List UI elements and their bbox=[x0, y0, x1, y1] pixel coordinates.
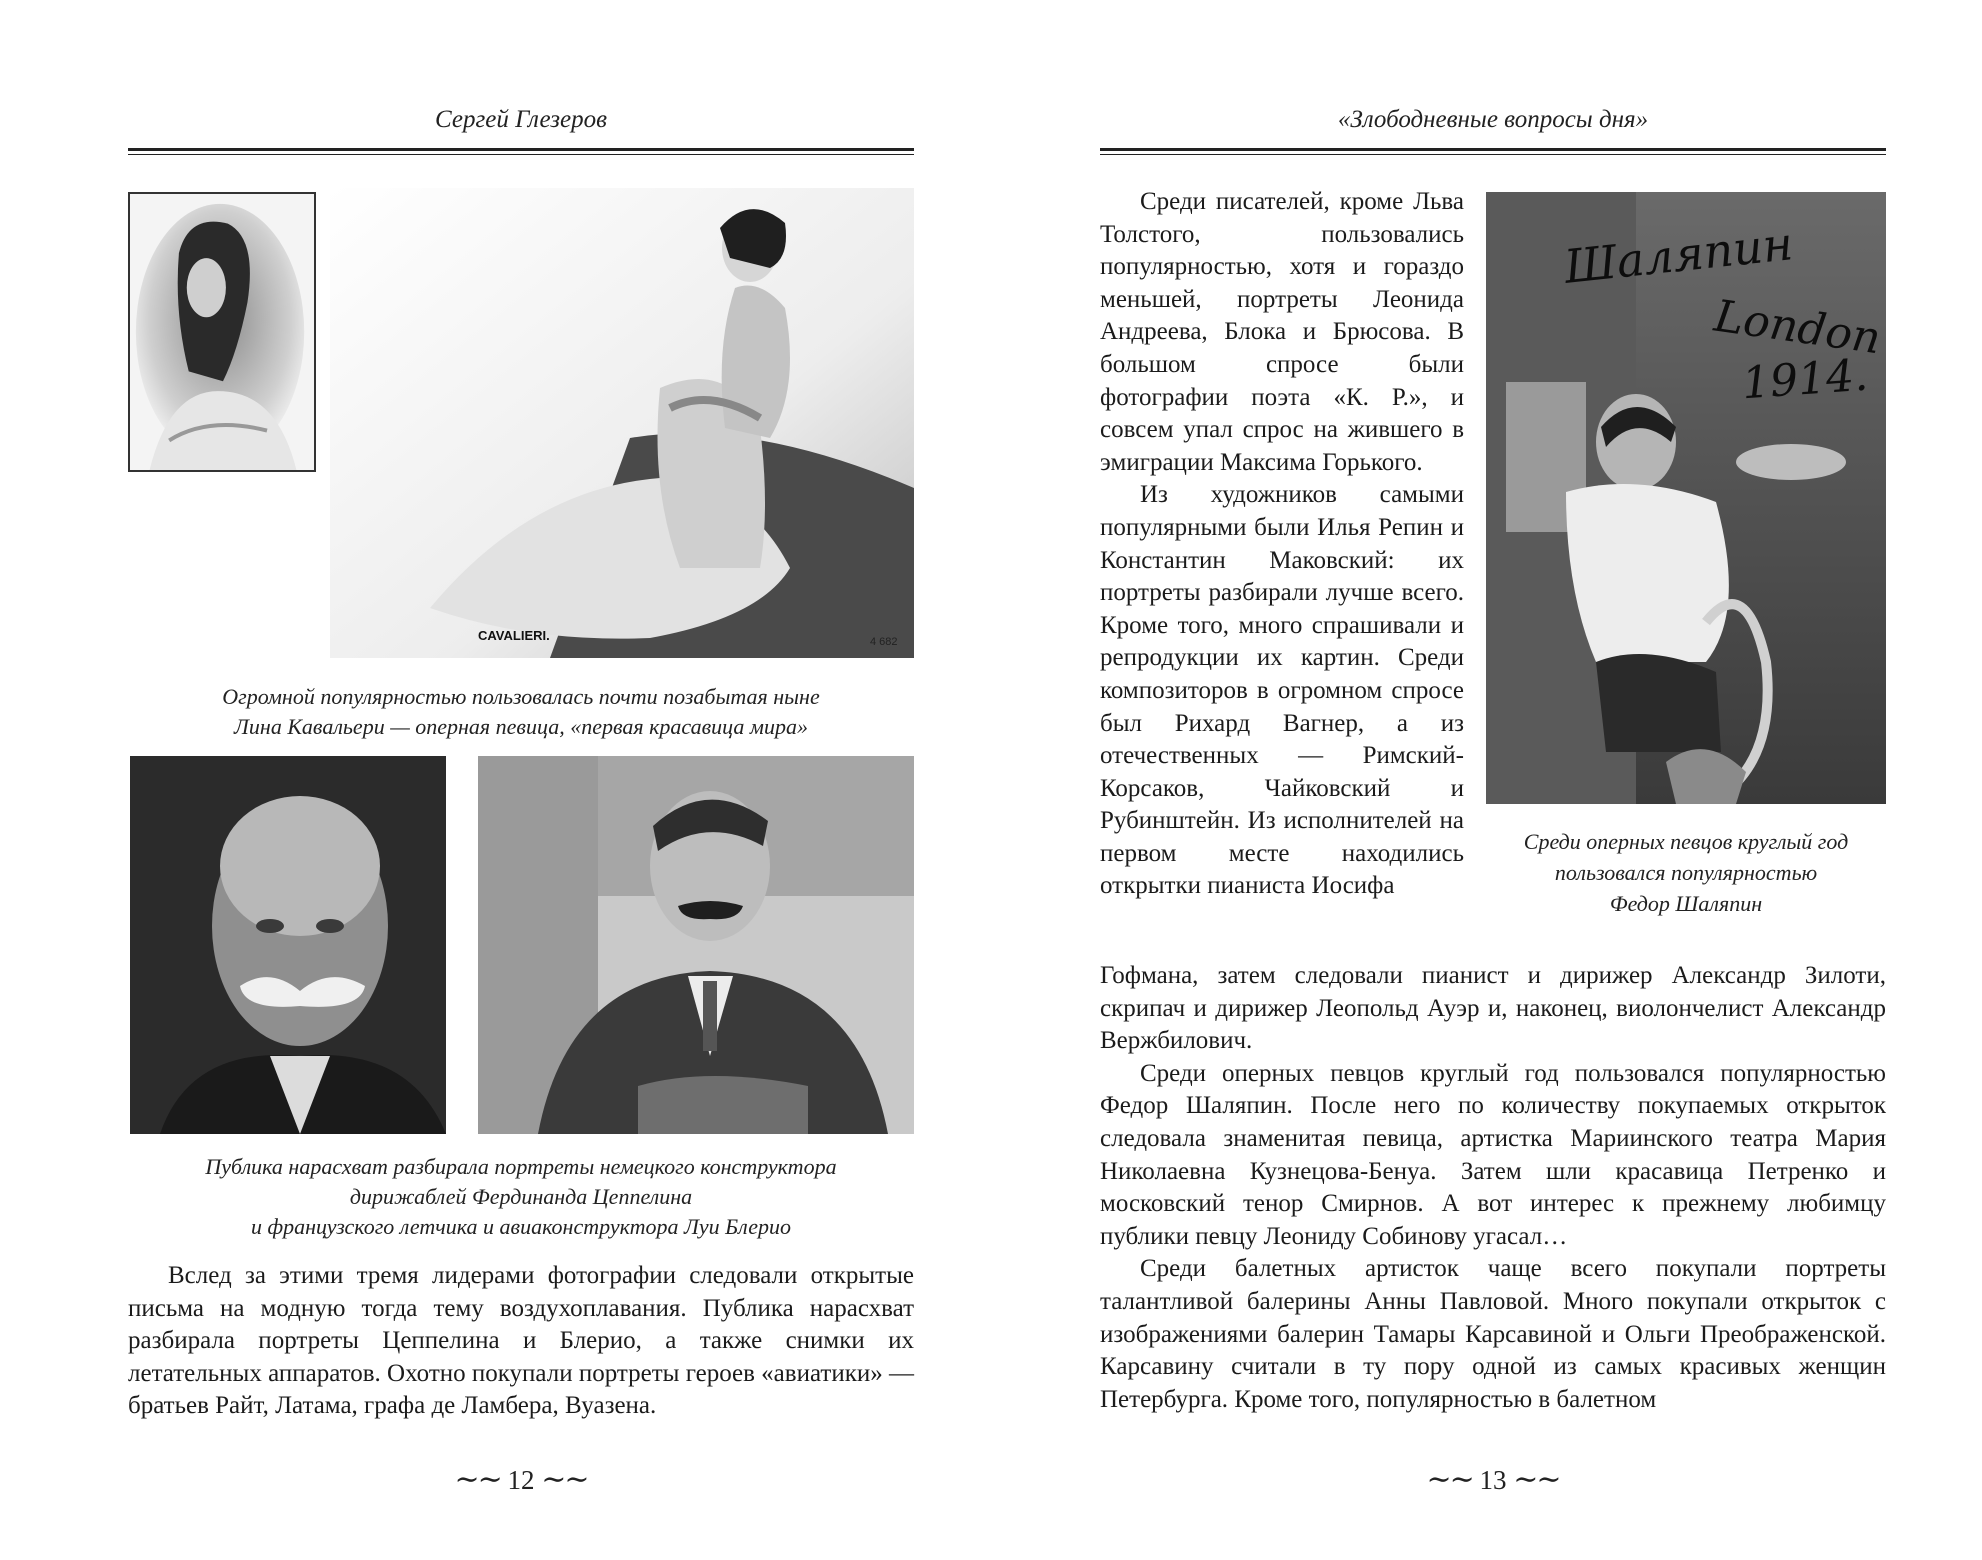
caption-line: пользовался популярностью bbox=[1554, 860, 1818, 885]
caption-line: Огромной популярностью пользовалась почти позабытая ныне bbox=[222, 684, 820, 709]
caption-line: дирижаблей Фердинанда Цеппелина bbox=[349, 1184, 693, 1209]
header-rule bbox=[128, 148, 914, 155]
folio-ornament-right-2: ∼ bbox=[564, 1463, 588, 1496]
photo-inscription-place: London bbox=[1711, 290, 1884, 365]
photo-plate-number: 4 682 bbox=[870, 636, 898, 648]
page-number bbox=[128, 1462, 914, 1497]
paragraph-artists: Из художников самыми популярными были Илья Репин и Константин Маковский: их портреты разбирали лучше всего. Кроме того, много спрашивали и репродукции их картин. Среди композиторов в огромном спросе был Рихард Вагнер, а из отечественных — Римский-Корсаков, Чайковский и Рубинштейн. Из исполнителей на первом месте находились открытки пианиста Иосифа bbox=[1100, 481, 1464, 900]
photo-zeppelin bbox=[130, 756, 446, 1134]
page-number-value: 12 bbox=[507, 1465, 535, 1495]
folio-ornament-right: ∼ bbox=[1513, 1463, 1537, 1496]
body-paragraph bbox=[128, 1260, 914, 1423]
header-rule bbox=[1100, 148, 1886, 155]
folio-ornament-left-2: ∼ bbox=[477, 1463, 501, 1496]
caption-cavalieri bbox=[128, 682, 914, 742]
photo-inscription-name: Шаляпин bbox=[1561, 216, 1796, 294]
photo-signature: CAVALIERI. bbox=[478, 628, 550, 643]
caption-line: Публика нарасхват разбирала портреты немецкого конструктора bbox=[205, 1154, 837, 1179]
paragraph-pianists: Гофмана, затем следовали пианист и дирижер Александр Зилоти, скрипач и дирижер Леопольд Ауэр и, наконец, виолончелист Александр Вержбилович. bbox=[1100, 962, 1886, 1055]
running-head-author: Сергей Глезеров bbox=[435, 106, 607, 133]
photo-chaliapin bbox=[1486, 192, 1886, 804]
caption-line: и французского летчика и авиаконструктора Луи Блерио bbox=[250, 1214, 792, 1239]
caption-line: Лина Кавальери — оперная певица, «первая красавица мира» bbox=[234, 714, 808, 739]
full-width-text bbox=[1100, 960, 1886, 1416]
photo-cavalieri-seated bbox=[330, 188, 914, 658]
paragraph-aviation: Вслед за этими тремя лидерами фотографии следовали открытые письма на модную тогда тему воздухоплавания. Публика нарасхват разбирала портреты Цеппелина и Блерио, а также снимки их летательных аппаратов. Охотно покупали портреты героев «авиатики» — братьев Райт, Латама, графа де Ламбера, Вуазена. bbox=[128, 1262, 914, 1420]
caption-zeppelin-bleriot bbox=[128, 1152, 914, 1242]
caption-chaliapin bbox=[1486, 826, 1886, 919]
right-page bbox=[991, 0, 1982, 1560]
photo-inscription-year: 1914. bbox=[1740, 349, 1870, 410]
folio-ornament-right-2: ∼ bbox=[1536, 1463, 1560, 1496]
photo-bleriot bbox=[478, 756, 914, 1134]
folio-ornament-left: ∼ bbox=[1426, 1463, 1450, 1496]
page-number bbox=[1100, 1462, 1886, 1497]
folio-ornament-right: ∼ bbox=[541, 1463, 565, 1496]
page-number-value: 13 bbox=[1479, 1465, 1507, 1495]
paragraph-ballet: Среди балетных артисток чаще всего покупали портреты талантливой балерины Анны Павловой. Много покупали открыток с изображениями балерин Тамары Карсавиной и Ольги Преображенской. Карсавину считали в ту пору одной из самых красивых женщин Петербурга. Кроме того, популярностью в балетном bbox=[1100, 1255, 1886, 1413]
paragraph-singers: Среди оперных певцов круглый год пользовался популярностью Федор Шаляпин. После него по количеству покупаемых открыток следовала знаменитая певица, артистка Мариинского театра Мария Николаевна Кузнецова-Бенуа. Затем шли красавица Петренко и московский тенор Смирнов. А вот интерес к прежнему любимцу публики певцу Леониду Собинову угасал… bbox=[1100, 1059, 1886, 1250]
caption-line: Федор Шаляпин bbox=[1609, 891, 1763, 916]
paragraph-writers: Среди писателей, кроме Льва Толстого, пользовались популярностью, хотя и гораздо меньшей, портреты Леонида Андреева, Блока и Брюсова. В большом спросе были фотографии поэта «К. Р.», и совсем упал спрос на жившего в эмиграции Максима Горького. bbox=[1100, 188, 1464, 476]
photo-cavalieri-portrait bbox=[128, 192, 316, 472]
wrap-column bbox=[1100, 186, 1464, 903]
caption-line: Среди оперных певцов круглый год bbox=[1523, 829, 1849, 854]
folio-ornament-left-2: ∼ bbox=[1449, 1463, 1473, 1496]
running-head-chapter: «Злободневные вопросы дня» bbox=[1337, 106, 1649, 133]
folio-ornament-left: ∼ bbox=[454, 1463, 478, 1496]
